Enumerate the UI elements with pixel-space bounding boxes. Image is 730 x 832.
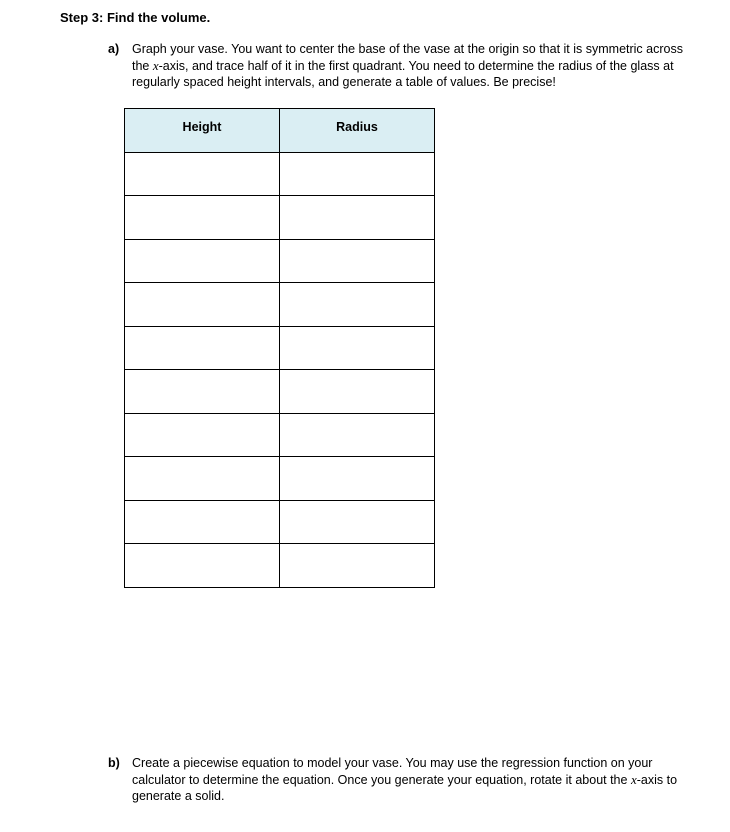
radius-cell[interactable]	[280, 283, 435, 327]
radius-cell[interactable]	[280, 457, 435, 501]
height-cell[interactable]	[125, 457, 280, 501]
table-row	[125, 413, 435, 457]
part-a-marker: a)	[108, 42, 120, 56]
table-header-row	[125, 109, 435, 153]
values-table	[124, 108, 435, 588]
part-a-text: Graph your vase. You want to center the base of the vase at the origin so that it is symmetric across the x-axis, and trace half of it in the first quadrant. You need to determine the radius of the glass at regularly spaced height intervals, and generate a table of values. Be precise!	[132, 42, 683, 89]
table-row	[125, 196, 435, 240]
part-b	[108, 755, 698, 805]
radius-cell[interactable]	[280, 500, 435, 544]
table-row	[125, 152, 435, 196]
table-row	[125, 283, 435, 327]
height-cell[interactable]	[125, 196, 280, 240]
radius-cell[interactable]	[280, 152, 435, 196]
height-cell[interactable]	[125, 413, 280, 457]
table-row	[125, 239, 435, 283]
height-cell[interactable]	[125, 544, 280, 588]
height-cell[interactable]	[125, 283, 280, 327]
table-row	[125, 370, 435, 414]
table-row	[125, 500, 435, 544]
table-row	[125, 326, 435, 370]
radius-cell[interactable]	[280, 239, 435, 283]
part-b-text: Create a piecewise equation to model your vase. You may use the regression function on your calculator to determine the equation. Once you generate your equation, rotate it about the x-axis to generate a solid.	[132, 756, 678, 803]
table-body	[125, 152, 435, 587]
radius-cell[interactable]	[280, 544, 435, 588]
radius-cell[interactable]	[280, 413, 435, 457]
height-cell[interactable]	[125, 152, 280, 196]
radius-cell[interactable]	[280, 196, 435, 240]
height-cell[interactable]	[125, 326, 280, 370]
height-cell[interactable]	[125, 370, 280, 414]
height-header: Height	[125, 109, 280, 153]
radius-cell[interactable]	[280, 326, 435, 370]
part-b-marker: b)	[108, 756, 120, 770]
table-row	[125, 457, 435, 501]
height-cell[interactable]	[125, 500, 280, 544]
radius-header: Radius	[280, 109, 435, 153]
radius-cell[interactable]	[280, 370, 435, 414]
step-title: Step 3: Find the volume.	[60, 10, 211, 25]
height-cell[interactable]	[125, 239, 280, 283]
table-row	[125, 544, 435, 588]
part-a	[108, 41, 698, 91]
